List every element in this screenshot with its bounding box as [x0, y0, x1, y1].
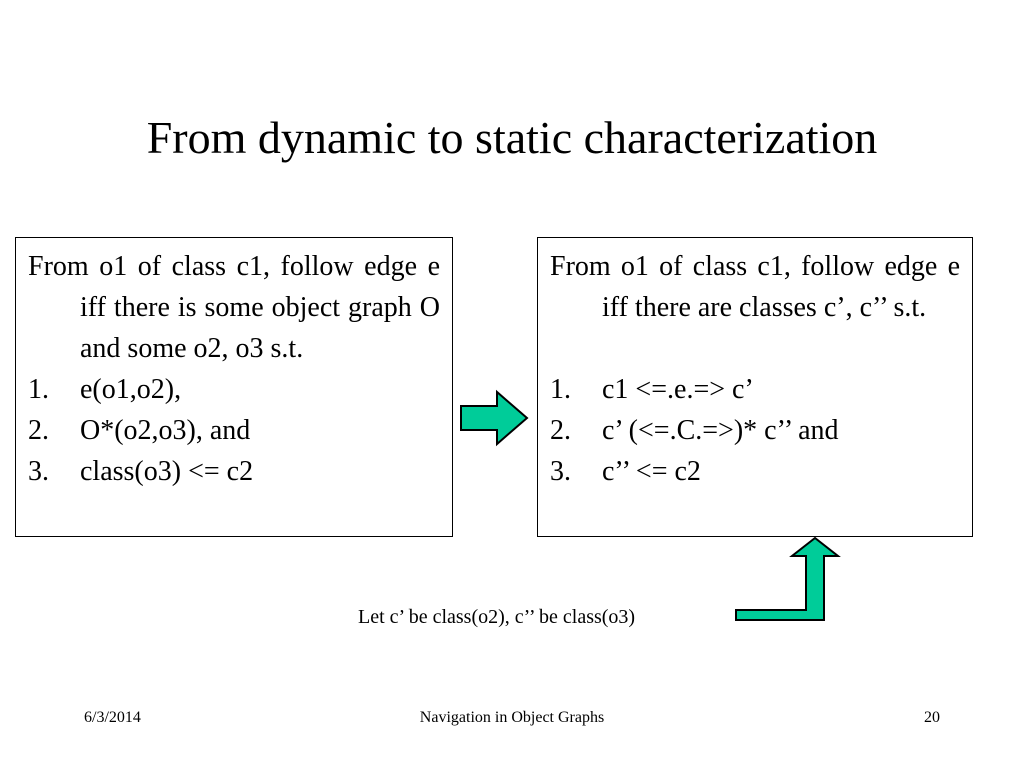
dynamic-intro-text: From o1 of class c1, follow edge e iff there is some object graph O and some o2, o3 s.t. [28, 251, 440, 364]
footer-title: Navigation in Object Graphs [419, 709, 605, 726]
up-elbow-arrow-icon [736, 538, 838, 620]
step-number: 3. [28, 456, 49, 487]
step-number: 2. [28, 415, 49, 446]
arrow-caption: Let c’ be class(o2), c’’ be class(o3) [358, 606, 636, 628]
step-text: c1 <=.e.=> c’ [602, 374, 754, 405]
step-text: e(o1,o2), [80, 374, 182, 405]
page-number: 20 [924, 709, 940, 726]
step-text: c’’ <= c2 [602, 456, 701, 487]
step-number: 1. [28, 374, 49, 405]
step-text: class(o3) <= c2 [80, 456, 254, 487]
slide-title: From dynamic to static characterization [146, 112, 878, 163]
right-arrow-icon [461, 392, 527, 444]
step-number: 2. [550, 415, 571, 446]
static-intro-text: From o1 of class c1, follow edge e iff there are classes c’, c’’ s.t. [550, 251, 960, 323]
footer-date: 6/3/2014 [84, 709, 141, 726]
step-number: 1. [550, 374, 571, 405]
step-text: O*(o2,o3), and [80, 415, 251, 446]
step-text: c’ (<=.C.=>)* c’’ and [602, 415, 839, 446]
step-number: 3. [550, 456, 571, 487]
